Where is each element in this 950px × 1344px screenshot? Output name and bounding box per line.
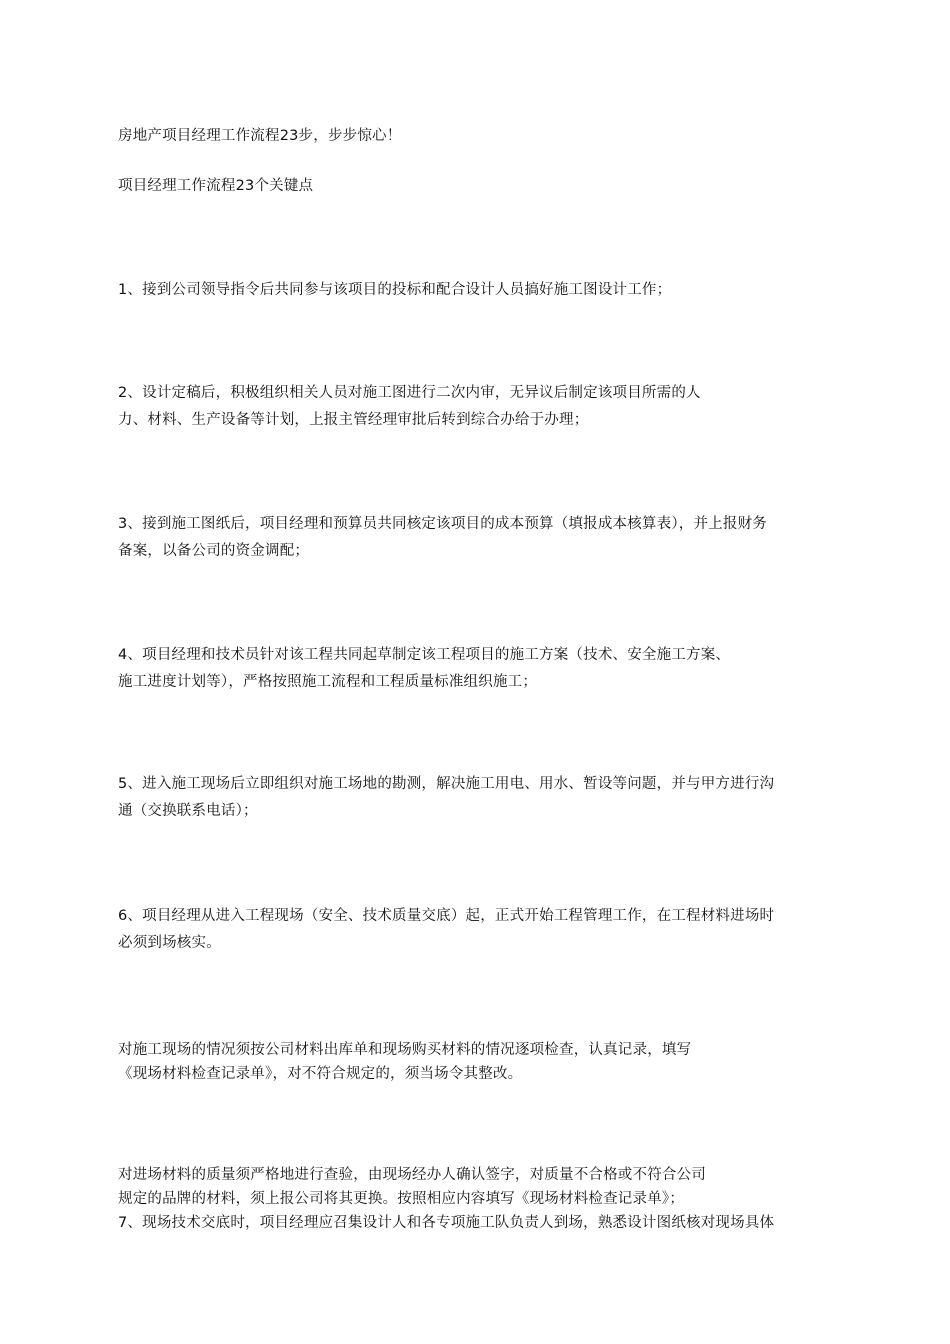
paragraph-5-line-2: 通（交换联系电话）； [118,803,258,819]
paragraph-6-line-2: 必须到场核实。 [118,935,221,951]
paragraph-7-line-1: 对施工现场的情况须按公司材料出库单和现场购买材料的情况逐项检查，认真记录，填写 [118,1042,692,1058]
paragraph-8-line-2: 规定的品牌的材料，须上报公司将其更换。按照相应内容填写《现场材料检查记录单》； [118,1191,685,1207]
paragraph-1-line-1: 1、接到公司领导指令后共同参与该项目的投标和配合设计人员搞好施工图设计工作； [118,282,672,298]
paragraph-3-line-2: 备案，以备公司的资金调配； [118,543,310,559]
paragraph-8-line-3: 7、现场技术交底时，项目经理应召集设计人和各专项施工队负责人到场，熟悉设计图纸核对现场具体 [118,1215,775,1231]
paragraph-2-line-2: 力、材料、生产设备等计划，上报主管经理审批后转到综合办给于办理； [118,412,589,428]
paragraph-2-line-1: 2、设计定稿后，积极组织相关人员对施工图进行二次内审，无异议后制定该项目所需的人 [118,385,701,401]
document-subtitle: 项目经理工作流程23个关键点 [118,178,314,194]
document-title: 房地产项目经理工作流程23步，步步惊心！ [118,128,402,144]
paragraph-5-line-1: 5、进入施工现场后立即组织对施工场地的勘测，解决施工用电、用水、暂设等问题，并与甲方进行沟 [118,776,775,792]
paragraph-4-line-2: 施工进度计划等），严格按照施工流程和工程质量标准组织施工； [118,674,538,690]
paragraph-3-line-1: 3、接到施工图纸后，项目经理和预算员共同核定该项目的成本预算（填报成本核算表），并上报财务 [118,516,767,532]
paragraph-8-line-1: 对进场材料的质量须严格地进行查验，由现场经办人确认签字，对质量不合格或不符合公司 [118,1167,706,1183]
paragraph-6-line-1: 6、项目经理从进入工程现场（安全、技术质量交底）起，正式开始工程管理工作，在工程材料进场时 [118,908,775,924]
paragraph-7-line-2: 《现场材料检查记录单》，对不符合规定的，须当场令其整改。 [118,1066,523,1082]
paragraph-4-line-1: 4、项目经理和技术员针对该工程共同起草制定该工程项目的施工方案（技术、安全施工方案、 [118,647,731,663]
